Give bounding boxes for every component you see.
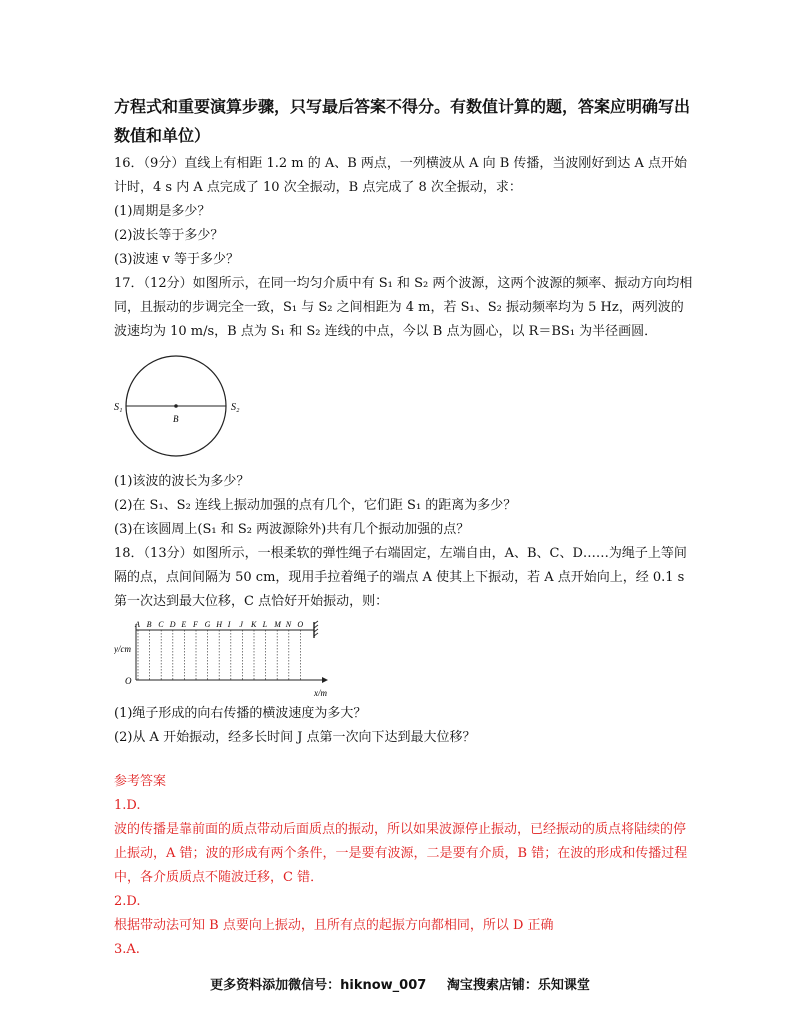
y-axis-label: y/cm bbox=[114, 644, 131, 654]
origin-label: O bbox=[125, 676, 132, 686]
question-17-part-1: (1)该波的波长为多少？ bbox=[114, 474, 250, 489]
x-axis-label: x/m bbox=[314, 688, 327, 698]
rope-point-label-o: O bbox=[297, 620, 304, 629]
label-s2: S₂ bbox=[231, 402, 240, 413]
rope-point-label-h: H bbox=[216, 620, 222, 629]
answer-3-label: 3.A. bbox=[114, 942, 140, 957]
rope-point-label-e: E bbox=[181, 620, 187, 629]
rope-point-markers bbox=[134, 620, 303, 680]
document-content bbox=[114, 92, 694, 962]
question-16-part-2: (2)波长等于多少？ bbox=[114, 228, 224, 243]
rope-point-label-m: M bbox=[274, 620, 281, 629]
rope-figure bbox=[114, 618, 334, 700]
rope-point-label-d: D bbox=[169, 620, 176, 629]
question-17-part-2: (2)在 S₁、S₂ 连线上振动加强的点有几个，它们距 S₁ 的距离为多少？ bbox=[114, 498, 517, 513]
rope-point-label-b: B bbox=[146, 620, 152, 629]
x-axis-arrow bbox=[322, 677, 328, 683]
rope-point-label-n: N bbox=[285, 620, 292, 629]
question-18-text: 18．（13分）如图所示，一根柔软的弹性绳子右端固定，左端自由，A、B、C、D……为绳子上等间隔的点，点间间隔为 50 cm，现用手拉着绳子的端点 A 使其上下振动，若 A 点开始向上，经 0.1 s 第一次达到最大位移，C 点恰好开始振动，则： bbox=[114, 546, 687, 609]
question-16-part-1: (1)周期是多少？ bbox=[114, 204, 211, 219]
answer-2-explanation: 根据带动法可知 B 点要向上振动，且所有点的起振方向都相同，所以 D 正确 bbox=[114, 918, 554, 933]
question-16-part-3: (3)波速 v 等于多少？ bbox=[114, 252, 240, 267]
rope-point-label-i: I bbox=[227, 620, 231, 629]
rope-point-label-k: K bbox=[251, 620, 257, 629]
question-16-text: 16．（9分）直线上有相距 1.2 m 的 A、B 两点，一列横波从 A 向 B 传播，当波刚好到达 A 点开始计时，4 s 内 A 点完成了 10 次全振动，B 点完成了 8 次全振动，求： bbox=[114, 156, 688, 195]
label-s1: S₁ bbox=[114, 402, 123, 413]
rope-point-label-g: G bbox=[204, 620, 211, 629]
answer-1-label: 1.D. bbox=[114, 798, 141, 813]
section-heading: 方程式和重要演算步骤，只写最后答案不得分。有数值计算的题，答案应明确写出数值和单位） bbox=[114, 97, 691, 145]
label-b: B bbox=[173, 414, 179, 424]
footer-wechat: 更多资料添加微信号：hiknow_007 bbox=[210, 978, 427, 993]
question-18-part-2: (2)从 A 开始振动，经多长时间 J 点第一次向下达到最大位移？ bbox=[114, 730, 476, 745]
rope-point-label-f: F bbox=[193, 620, 198, 629]
rope-point-label-j: J bbox=[239, 620, 243, 629]
page-footer bbox=[0, 974, 800, 993]
rope-point-label-a: A bbox=[135, 620, 140, 629]
center-point bbox=[174, 404, 178, 408]
question-17-part-3: (3)在该圆周上(S₁ 和 S₂ 两波源除外)共有几个振动加强的点？ bbox=[114, 522, 470, 537]
rope-point-label-c: C bbox=[158, 620, 164, 629]
footer-shop: 淘宝搜索店铺：乐知课堂 bbox=[446, 978, 590, 993]
question-18-part-1: (1)绳子形成的向右传播的横波速度为多大？ bbox=[114, 706, 367, 721]
answer-1-explanation: 波的传播是靠前面的质点带动后面质点的振动，所以如果波源停止振动，已经振动的质点将陆续的停止振动，A 错；波的形成有两个条件，一是要有波源，二是要有介质，B 错；在波的形成和传播过程中，各介质质点不随波迁移，C 错． bbox=[114, 822, 688, 885]
rope-point-label-l: L bbox=[262, 620, 268, 629]
answers-title: 参考答案 bbox=[114, 774, 167, 789]
answer-2-label: 2.D. bbox=[114, 894, 141, 909]
circle-figure bbox=[114, 352, 314, 464]
question-17-text: 17．（12分）如图所示，在同一均匀介质中有 S₁ 和 S₂ 两个波源，这两个波源的频率、振动方向均相同，且振动的步调完全一致，S₁ 与 S₂ 之间相距为 4 m，若 S₁、S₂ 振动频率均为 5 Hz，两列波的波速均为 10 m/s，B 点为 S₁ 和 S₂ 连线的中点，今以 B 点为圆心，以 R＝BS₁ 为半径画圆． bbox=[114, 276, 693, 339]
